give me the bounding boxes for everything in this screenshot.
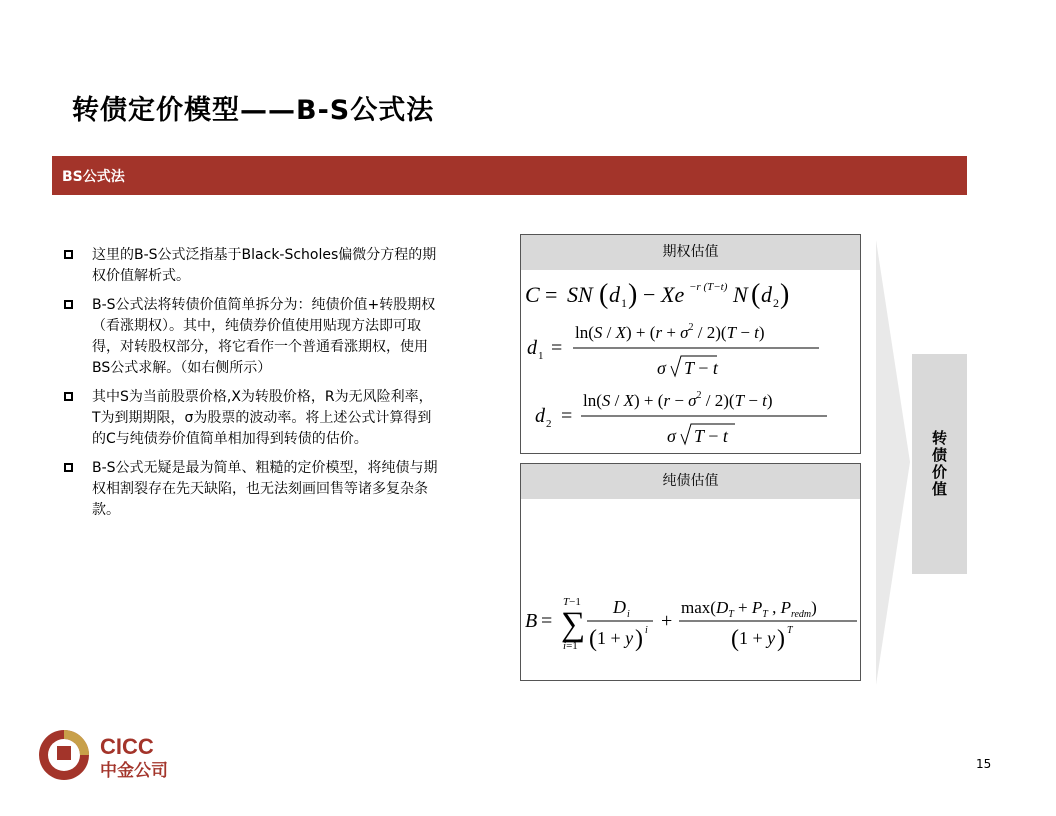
svg-text:1: 1 [538, 350, 544, 362]
svg-text:2: 2 [546, 418, 552, 430]
svg-text:T − t: T − t [684, 358, 718, 378]
section-banner [52, 156, 967, 195]
cicc-logo-mark [36, 728, 196, 786]
svg-text:d: d [535, 405, 545, 427]
bond-formula [521, 499, 860, 680]
svg-text:i: i [627, 609, 630, 620]
svg-text:D: D [613, 597, 626, 617]
svg-text:=: = [551, 337, 563, 359]
svg-text:d: d [527, 337, 537, 359]
svg-text:1: 1 [621, 296, 627, 310]
svg-text:T−1: T−1 [563, 596, 581, 608]
section-banner-label: BS公式法 [62, 169, 125, 185]
option-valuation-header: 期权估值 [521, 235, 860, 270]
svg-text:ln(S / X) + (r − σ2 / 2)(T − t: $\ln(S / X) + (r - \sigma^2 / 2)(T - t)$ [583, 390, 773, 410]
svg-text:CICC: CICC [100, 734, 154, 759]
svg-text:max(DT + PT , Predm): $\max(D_T + P_T$ , $P_{redm}$) [681, 598, 817, 620]
option-valuation-box [520, 234, 861, 454]
square-bullet-icon [64, 300, 73, 309]
svg-text:): ) [777, 626, 785, 652]
bond-valuation-header: 纯债估值 [521, 464, 860, 499]
svg-text:=: = [545, 282, 558, 307]
svg-text:1 + y: 1 + y [597, 628, 634, 648]
svg-text:(: ( [751, 279, 761, 310]
svg-text:σ: σ [657, 358, 666, 378]
d2-formula [535, 390, 827, 446]
svg-text:(: ( [589, 626, 597, 652]
svg-text:i=1: i=1 [563, 640, 578, 652]
svg-text:ln(S / X) + (r + σ2 / 2)(T − t: $\ln(S / X) + (r + \sigma^2 / 2)(T - t)$ [575, 322, 765, 342]
svg-text:B: B [525, 610, 538, 632]
svg-text:(: ( [731, 626, 739, 652]
svg-text:中金公司: 中金公司 [100, 761, 168, 781]
svg-text:i: i [645, 625, 648, 636]
svg-text:): ) [780, 279, 790, 310]
d1-formula [527, 322, 819, 378]
svg-text:+: + [661, 610, 673, 632]
svg-text:=: = [541, 610, 553, 632]
convertible-value-label: 转 债 价 值 [931, 429, 947, 498]
convertible-value-box [912, 354, 967, 574]
svg-text:2: 2 [773, 296, 779, 310]
svg-text:d: d [761, 282, 772, 307]
svg-text:T − t: T − t [694, 426, 728, 446]
c-formula [525, 279, 789, 310]
cicc-logo [36, 728, 196, 790]
svg-text:): ) [628, 279, 638, 310]
option-formulas [521, 270, 860, 453]
bullet-list [62, 245, 440, 529]
svg-text:N: N [733, 282, 748, 307]
bond-valuation-box [520, 463, 861, 681]
svg-text:): ) [635, 626, 643, 652]
svg-text:1 + y: 1 + y [739, 628, 776, 648]
svg-text:T: T [787, 625, 793, 636]
square-bullet-icon [64, 392, 73, 401]
svg-text:σ: σ [667, 426, 676, 446]
svg-text:(: ( [599, 279, 609, 310]
list-item: B-S公式无疑是最为简单、粗糙的定价模型，将纯债与期权相割裂存在先天缺陷，也无法刻画回售等诸多复杂条款。 [62, 458, 440, 521]
svg-text:Xe: Xe [661, 282, 685, 307]
svg-text:−: − [643, 282, 656, 307]
svg-text:=: = [561, 405, 573, 427]
svg-text:C: C [525, 282, 540, 307]
square-bullet-icon [64, 463, 73, 472]
page-title: 转债定价模型——B-S公式法 [72, 95, 435, 126]
svg-text:∑: ∑ [561, 606, 586, 643]
svg-text:SN: SN [567, 282, 593, 307]
chevron-arrow-icon [876, 240, 912, 685]
svg-text:−r (T−t): −r (T−t) [689, 281, 728, 293]
square-bullet-icon [64, 250, 73, 259]
svg-text:d: d [609, 282, 620, 307]
list-item: 这里的B-S公式泛指基于Black-Scholes偏微分方程的期权价值解析式。 [62, 245, 440, 287]
list-item: B-S公式法将转债价值简单拆分为：纯债价值+转股期权（看涨期权）。其中，纯债券价值使用贴现方法即可取得，对转股权部分，将它看作一个普通看涨期权，使用BS公式求解。（如右侧所示） [62, 295, 440, 379]
list-item: 其中S为当前股票价格,X为转股价格，R为无风险利率，T为到期期限，σ为股票的波动率。将上述公式计算得到的C与纯债券价值简单相加得到转债的估价。 [62, 387, 440, 450]
page-number: 15 [976, 757, 992, 771]
